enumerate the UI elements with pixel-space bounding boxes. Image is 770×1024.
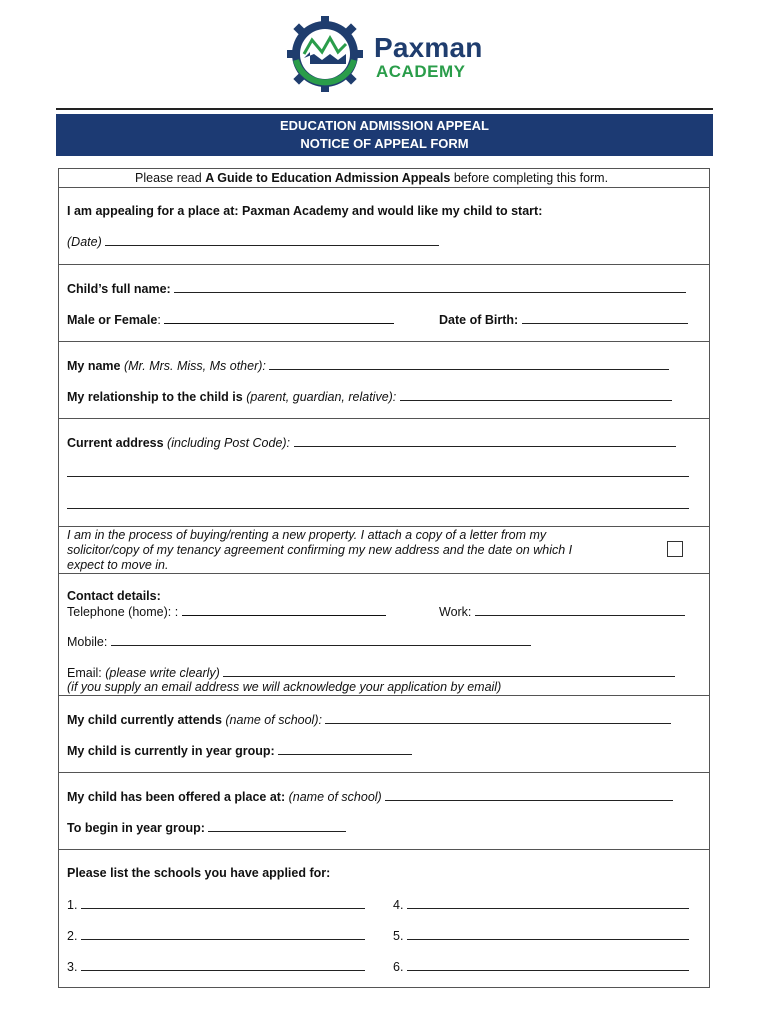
school-field-3[interactable]: [81, 959, 365, 971]
address-row: [67, 435, 676, 450]
home-phone-label: Telephone (home): :: [67, 605, 179, 619]
address-hint: (including Post Code):: [167, 436, 291, 450]
year-group-field[interactable]: [278, 743, 412, 755]
moving-statement: I am in the process of buying/renting a new property. I attach a copy of a letter from my solicitor/copy of my tenancy agreement confirming my new address and the date on which I expect to move in.: [67, 528, 573, 572]
school-item-5: 5.: [393, 928, 689, 943]
date-label: (Date): [67, 235, 102, 249]
parent-section: [59, 341, 709, 418]
dob-label: Date of Birth:: [439, 313, 519, 327]
school-item-3: 3.: [67, 959, 365, 974]
dob-row: [439, 312, 688, 327]
relationship-row: [67, 389, 672, 404]
begin-year-row: [67, 820, 346, 835]
year-group-row: [67, 743, 412, 758]
dob-field[interactable]: [522, 312, 688, 324]
appeal-label: I am appealing for a place at: Paxman Academy and would like my child to start:: [67, 204, 543, 218]
moving-checkbox[interactable]: [667, 541, 683, 557]
appeal-form: [58, 168, 710, 988]
appeal-section: [59, 187, 709, 264]
email-hint: (please write clearly): [105, 666, 220, 680]
start-date-row: [67, 234, 439, 249]
school-field-2[interactable]: [81, 928, 365, 940]
title-line-1: EDUCATION ADMISSION APPEAL: [280, 118, 489, 133]
mobile-field[interactable]: [111, 634, 531, 646]
attends-row: [67, 712, 671, 727]
start-date-field[interactable]: [105, 234, 439, 246]
relationship-field[interactable]: [400, 389, 672, 401]
header-rule: [56, 108, 713, 110]
intro-section: [59, 169, 709, 187]
applied-section: [59, 849, 709, 987]
child-name-label: Child’s full name:: [67, 282, 171, 296]
guide-title: A Guide to Education Admission Appeals: [205, 171, 451, 185]
school-field-1[interactable]: [81, 897, 365, 909]
parent-name-field[interactable]: [269, 358, 669, 370]
parent-name-hint: (Mr. Mrs. Miss, Ms other):: [123, 359, 266, 373]
begin-year-field[interactable]: [208, 820, 346, 832]
child-section: [59, 264, 709, 341]
contact-section: [59, 573, 709, 695]
child-name-row: [67, 281, 686, 296]
offer-field[interactable]: [385, 789, 673, 801]
begin-year-label: To begin in year group:: [67, 821, 205, 835]
sex-field[interactable]: [164, 312, 394, 324]
attends-label: My child currently attends: [67, 713, 222, 727]
school-item-4: 4.: [393, 897, 689, 912]
attends-field[interactable]: [325, 712, 671, 724]
logo-name: Paxman: [374, 32, 483, 63]
school-item-2: 2.: [67, 928, 365, 943]
offer-label: My child has been offered a place at:: [67, 790, 286, 804]
relationship-hint: (parent, guardian, relative):: [246, 390, 397, 404]
home-phone-row: [67, 604, 386, 619]
title-line-2: NOTICE OF APPEAL FORM: [300, 136, 469, 151]
logo-subtitle: ACADEMY: [376, 62, 466, 81]
current-school-section: [59, 695, 709, 772]
address-field-3[interactable]: [67, 497, 689, 509]
offer-row: [67, 789, 673, 804]
year-group-label: My child is currently in year group:: [67, 744, 275, 758]
school-item-6: 6.: [393, 959, 689, 974]
address-label: Current address: [67, 436, 164, 450]
sex-row: Male or Female:: [67, 312, 394, 327]
work-phone-field[interactable]: [475, 604, 685, 616]
parent-name-label: My name: [67, 359, 121, 373]
mobile-label: Mobile:: [67, 635, 108, 649]
intro-text: Please read A Guide to Education Admission Appeals before completing this form.: [135, 171, 609, 185]
mobile-row: [67, 634, 531, 649]
work-phone-row: [439, 604, 685, 619]
moving-section: [59, 526, 709, 573]
school-field-4[interactable]: [407, 897, 689, 909]
sex-label: Male or Female: [67, 313, 158, 327]
relationship-label: My relationship to the child is: [67, 390, 243, 404]
address-field-2[interactable]: [67, 465, 689, 477]
school-item-1: 1.: [67, 897, 365, 912]
offer-section: [59, 772, 709, 849]
gear-logo-icon: [282, 14, 368, 96]
attends-hint: (name of school):: [225, 713, 322, 727]
school-field-5[interactable]: [407, 928, 689, 940]
child-name-field[interactable]: [174, 281, 686, 293]
work-phone-label: Work:: [439, 605, 472, 619]
parent-name-row: [67, 358, 669, 373]
school-field-6[interactable]: [407, 959, 689, 971]
paxman-academy-logo: [282, 14, 502, 96]
home-phone-field[interactable]: [182, 604, 386, 616]
email-field[interactable]: [223, 665, 675, 677]
email-row: [67, 665, 675, 680]
email-label: Email:: [67, 666, 102, 680]
offer-hint: (name of school): [288, 790, 382, 804]
title-banner: [56, 114, 713, 156]
contact-heading: Contact details:: [67, 589, 161, 603]
applied-heading: Please list the schools you have applied for:: [67, 866, 331, 880]
address-section: [59, 418, 709, 526]
address-field-1[interactable]: [294, 435, 676, 447]
email-note: (if you supply an email address we will acknowledge your application by email): [67, 680, 502, 694]
